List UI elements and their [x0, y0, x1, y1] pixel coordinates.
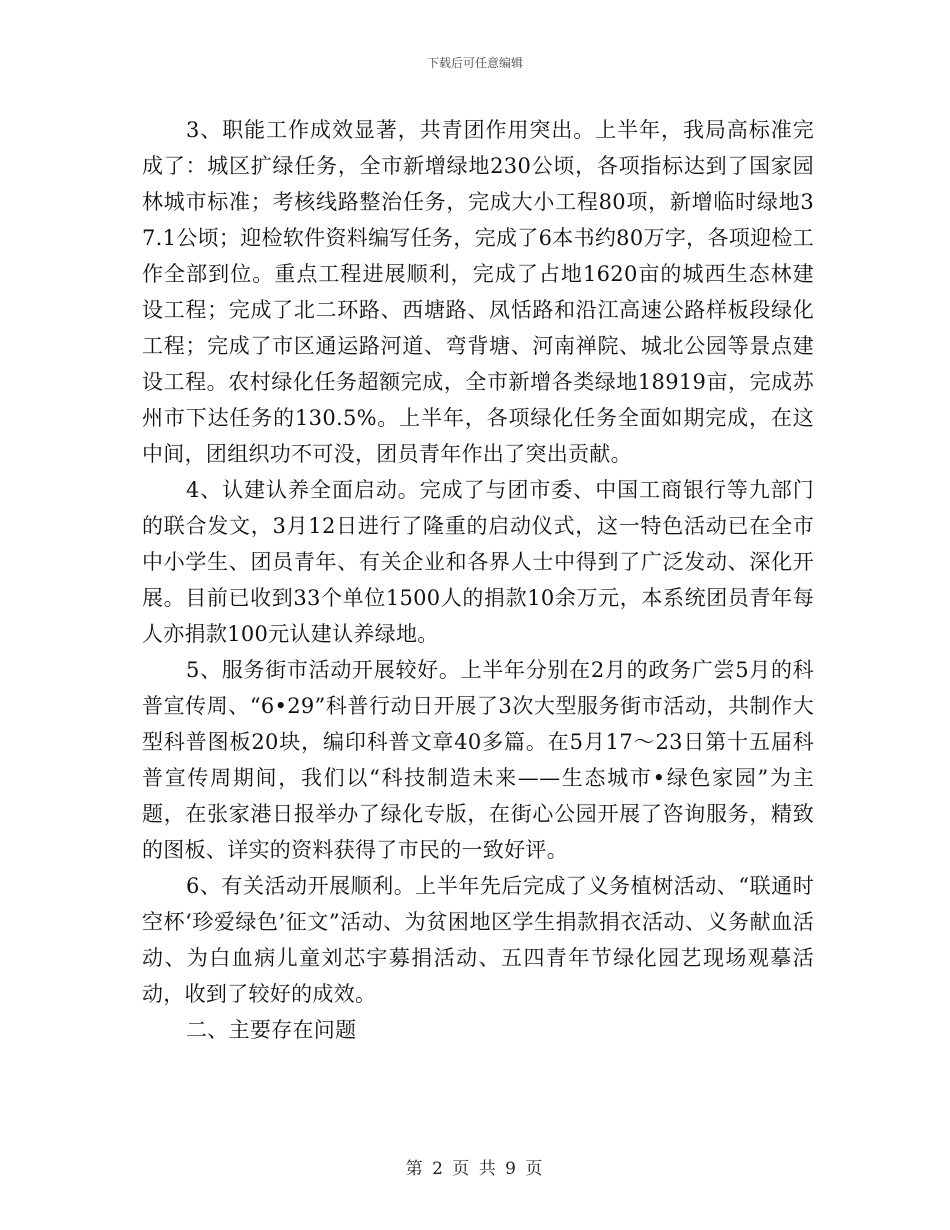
page-footer: 第 2 页 共 9 页: [405, 1159, 545, 1179]
paragraph-4: 4、认建认养全面启动。完成了与团市委、中国工商银行等九部门的联合发文，3月12日进行了隆重的启动仪式，这一特色活动已在全市中小学生、团员青年、有关企业和各界人士中得到了广泛发动、深化开展。目前已收到33个单位1500人的捐款10余万元，本系统团员青年每人亦捐款100元认建认养绿地。: [142, 478, 814, 646]
paragraph-3: 3、职能工作成效显著，共青团作用突出。上半年，我局高标准完成了：城区扩绿任务，全市新增绿地230公顷，各项指标达到了国家园林城市标准；考核线路整治任务，完成大小工程80项，新增临时绿地37.1公顷；迎检软件资料编写任务，完成了6本书约80万字，各项迎检工作全部到位。重点工程进展顺利，完成了占地1620亩的城西生态林建设工程；完成了北二环路、西塘路、凤恬路和沿江高速公路样板段绿化工程；完成了市区通运路河道、弯背塘、河南禅院、城北公园等景点建设工程。农村绿化任务超额完成，全市新增各类绿地18919亩，完成苏州市下达任务的130.5%。上半年，各项绿化任务全面如期完成，在这中间，团组织功不可没，团员青年作出了突出贡献。: [142, 118, 814, 466]
section-heading: 二、主要存在问题: [186, 1018, 357, 1042]
page-header: 下载后可任意编辑: [426, 56, 523, 70]
paragraph-6: 6、有关活动开展顺利。上半年先后完成了义务植树活动、“联通时空杯‘珍爱绿色’征文”活动、为贫困地区学生捐款捐衣活动、义务献血活动、为白血病儿童刘芯宇募捐活动、五四青年节绿化园艺现场观摹活动，收到了较好的成效。: [142, 874, 814, 1006]
document-body: [142, 112, 814, 1048]
paragraph-5: 5、服务街市活动开展较好。上半年分别在2月的政务广尝5月的科普宣传周、“6•29”科普行动日开展了3次大型服务街市活动，共制作大型科普图板20块，编印科普文章40多篇。在5月17～23日第十五届科普宣传周期间，我们以“科技制造未来——生态城市•绿色家园”为主题，在张家港日报举办了绿化专版，在街心公园开展了咨询服务，精致的图板、详实的资料获得了市民的一致好评。: [142, 658, 814, 862]
